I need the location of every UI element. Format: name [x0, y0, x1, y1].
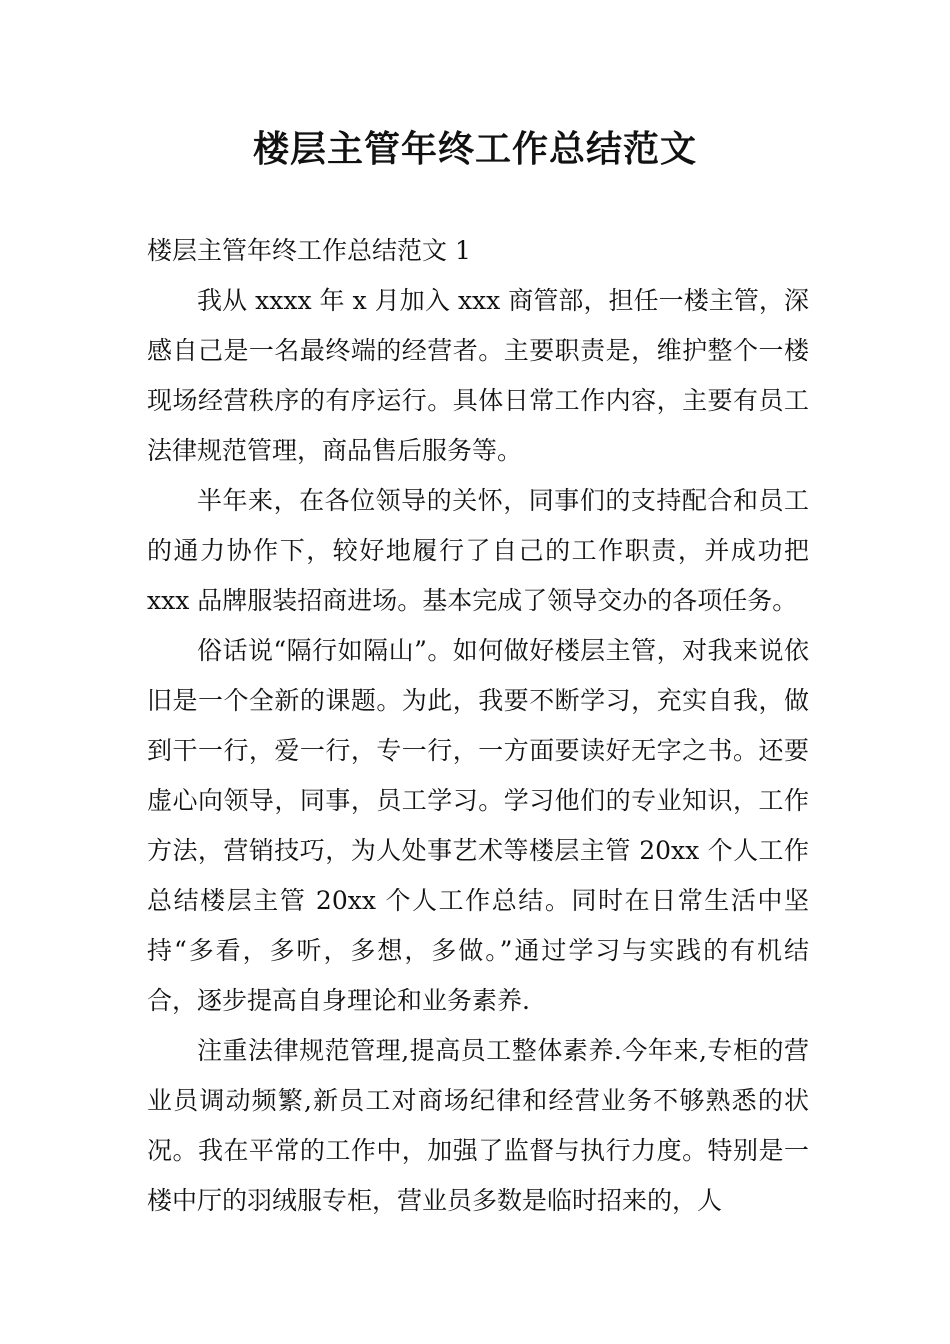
- paragraph-3: 俗话说“隔行如隔山”。如何做好楼层主管，对我来说依旧是一个全新的课题。为此，我要不断学习，充实自我，做到干一行，爱一行，专一行，一方面要读好无字之书。还要虚心向领导，同事，员工学习。学习他们的专业知识，工作方法，营销技巧，为人处事艺术等楼层主管 20xx 个人工作总结楼层主管 20xx 个人工作总结。同时在日常生活中坚持“多看，多听，多想，多做。”通过学习与实践的有机结合，逐步提高自身理论和业务素养.: [147, 636, 809, 1015]
- paragraph-2: 半年来，在各位领导的关怀，同事们的支持配合和员工的通力协作下，较好地履行了自己的工作职责，并成功把 xxx 品牌服装招商进场。基本完成了领导交办的各项任务。: [147, 486, 809, 615]
- paragraph-1: 我从 xxxx 年 x 月加入 xxx 商管部，担任一楼主管，深感自己是一名最终端的经营者。主要职责是，维护整个一楼现场经营秩序的有序运行。具体日常工作内容，主要有员工法律规范管理，商品售后服务等。: [147, 286, 809, 465]
- section-heading: 楼层主管年终工作总结范文 1: [147, 236, 471, 265]
- document-title: 楼层主管年终工作总结范文: [252, 129, 697, 170]
- document-body: [147, 226, 809, 1226]
- paragraph-4: 注重法律规范管理,提高员工整体素养.今年来,专柜的营业员调动频繁,新员工对商场纪律和经营业务不够熟悉的状况。我在平常的工作中，加强了监督与执行力度。特别是一楼中厅的羽绒服专柜，营业员多数是临时招来的，人: [147, 1036, 809, 1215]
